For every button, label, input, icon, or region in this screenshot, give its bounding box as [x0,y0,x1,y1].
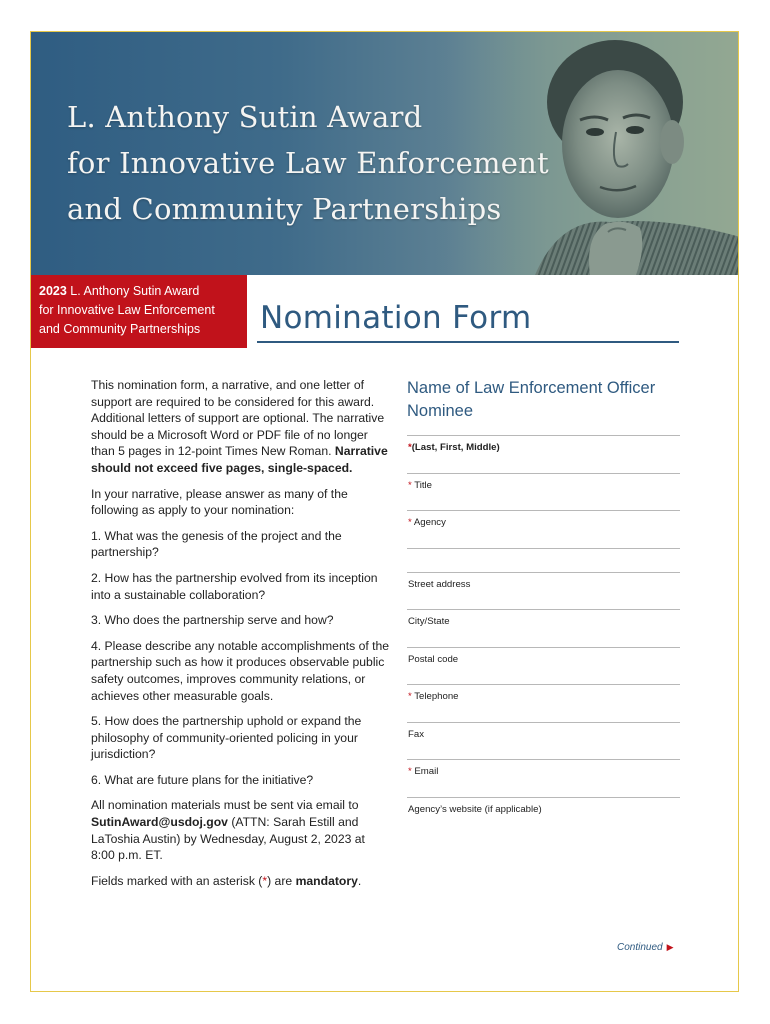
agency-field-label-text: Agency [413,517,446,528]
title-field-label-text: Title [414,479,433,491]
instructions-column [91,377,391,898]
postal-code-label: Postal code [408,653,459,665]
mandatory-note [91,873,391,890]
agency-field[interactable] [407,510,680,548]
question-3: 3. Who does the partnership serve and how? [91,613,334,628]
award-title [67,94,627,232]
agency-field-label [408,517,446,528]
triangle-right-icon: ▶ [666,942,674,952]
title-field[interactable] [407,473,680,511]
email-label-text: Email [414,766,439,777]
name-field-label-text: (Last, First, Middle) [411,442,500,453]
postal-code-field[interactable] [407,647,680,685]
website-label: Agency’s website (if applicable) [408,803,542,815]
city-state-field[interactable] [407,609,680,647]
award-label-line-2: for Innovative Law Enforcement [39,303,215,317]
question-6: 6. What are future plans for the initiative? [91,772,314,787]
submission-email-link[interactable]: SutinAward@usdoj.gov [91,815,228,830]
question-4: 4. Please describe any notable accomplishments of the partnership such as how it produces observable public safety outcomes, improves community relations, or achieves other measurable goals. [91,638,390,703]
name-field[interactable] [407,435,680,473]
submission-text-post: (ATTN: Sarah Estill and LaToshia Austin) by Wednesday, August 2, 2023 at 8:00 p.m. ET. [91,815,365,863]
award-label-line-1: L. Anthony Sutin Award [66,284,200,298]
required-asterisk: * [408,442,412,453]
intro-text: This nomination form, a narrative, and one letter of support are required to be considered for this award. Additional letters of support are optional. The narrative should be a Microsoft Word or PDF file of no longer than 5 pages in 12-point Times New Roman. [91,378,385,459]
award-title-line-1: L. Anthony Sutin Award [67,100,423,134]
intro-paragraph [91,377,391,477]
question-2: 2. How has the partnership evolved from its inception into a sustainable collaboration? [91,570,378,602]
agency-field-line-2[interactable] [407,548,680,572]
asterisk-marker: * [262,873,268,888]
question-1: 1. What was the genesis of the project and the partnership? [91,528,342,560]
submission-text-pre: All nomination materials must be sent via email to [91,798,359,813]
nominee-form [407,377,680,834]
award-title-line-2: for Innovative Law Enforcement [67,146,549,180]
required-asterisk: * [408,766,412,777]
fax-label: Fax [408,728,424,740]
telephone-field[interactable] [407,684,680,722]
website-field[interactable] [407,797,680,835]
fax-field[interactable] [407,722,680,760]
award-title-line-3: and Community Partnerships [67,192,502,226]
award-label-line-3: and Community Partnerships [39,322,201,336]
telephone-label-text: Telephone [414,691,459,702]
mandatory-note-mid: ) are [267,873,296,888]
mandatory-note-pre: Fields marked with an asterisk ( [91,873,263,888]
mandatory-note-bold: mandatory [295,873,358,888]
required-asterisk: * [408,517,412,528]
intro-bold-text: Narrative should not exceed five pages, single-spaced. [91,444,388,475]
name-field-label [408,442,500,453]
header-banner [31,32,739,275]
continued-indicator [617,942,674,953]
street-address-field[interactable] [407,572,680,610]
required-asterisk: * [408,479,412,491]
narrative-prompt: In your narrative, please answer as many of the following as apply to your nomination: [91,486,348,518]
form-title: Nomination Form [260,300,532,336]
title-divider [257,341,679,343]
continued-text: Continued [617,942,663,953]
award-year: 2023 [39,284,67,298]
email-field-label [408,766,438,777]
form-page [30,31,739,992]
question-5: 5. How does the partnership uphold or expand the philosophy of community-oriented policing in your jurisdiction? [91,714,362,762]
mandatory-note-end: . [357,873,362,888]
title-field-label [408,480,432,491]
street-address-label: Street address [408,578,471,590]
nominee-heading: Name of Law Enforcement Officer Nominee [407,379,656,420]
award-label-box [31,275,247,348]
email-field[interactable] [407,759,680,797]
telephone-field-label [408,691,459,702]
city-state-label: City/State [408,616,450,627]
required-asterisk: * [408,691,412,702]
submission-instructions [91,797,391,863]
